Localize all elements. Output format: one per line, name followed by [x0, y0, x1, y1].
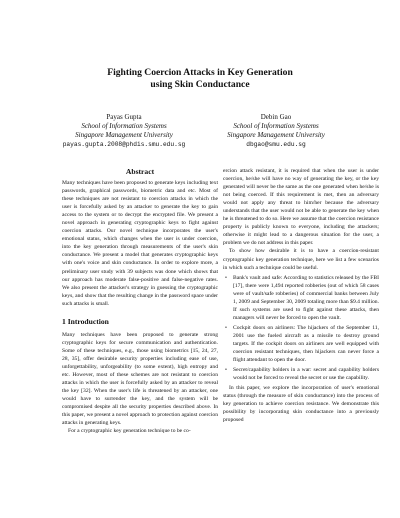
author-institution: Singapore Management University: [227, 131, 325, 139]
author-name: Debin Gao: [260, 113, 292, 121]
author-email: payas.gupta.2008@phdis.smu.edu.sg: [62, 141, 186, 148]
author-affiliation: School of Information Systems: [81, 122, 167, 130]
list-item: • Bank's vault and safe: According to statistics released by the FBI [17], there were 1,494 reported robberies (out of which 58 cases were of vault/safe robberies) of commercial banks between July 1, 2009 and September 30, 2009 totaling more than $9.4 million. If such systems are used to fight against these attacks, then managers will never be forced to open the vault.: [225, 274, 379, 321]
paper-title: [0, 67, 400, 91]
abstract-heading: Abstract: [125, 167, 155, 176]
author-name: Payas Gupta: [106, 113, 142, 121]
author-email: dbgao@smu.edu.sg: [246, 141, 306, 148]
left-column: [62, 167, 218, 435]
abstract-text: Many techniques have been proposed to generate keys including text passwords, graphical passwords, biometric data and etc. Most of these techniques are not resistant to coercion attacks in which the user is forcefully asked by an attacker to generate the key to gain access to the system or to decrypt the encrypted file. We present a novel approach in generating cryptographic keys to fight against coercion attacks. Our novel technique incorporates the user's emotional status, which changes when the user is under coercion, into the key generation through measurements of the user's skin conductance. We present a model that generates cryptographic keys with one's voice and skin conductance. In order to explore more, a preliminary user study with 39 subjects was done which shows that our approach has moderate false-positive and false-negative rates. We also present the attacker's strategy in guessing the cryptographic keys, and show that the resulting change in the password space under such attacks is small.: [62, 180, 218, 307]
list-item-text: Secret/capability holders in a war: secret and capability holders would not be forced to reveal the secret or use the capability.: [233, 367, 379, 382]
list-item: • Cockpit doors on airliners: The hijackers of the September 11, 2001 use the fueled aircraft as a missile to destroy ground targets. If the cockpit doors on airliners are well equipped with coercion resistant techniques, then hijackers can never force a flight attendant to open the door.: [225, 324, 379, 364]
body-paragraph: In this paper, we explore the incorporation of user's emotional status (through the measure of skin conductance) into the process of key generation to achieve coercion resistance. We demonstrate this possibility by incorporating skin conductance into a previously proposed: [223, 385, 379, 424]
title-line-1: Fighting Coercion Attacks in Key Generation: [107, 67, 293, 78]
list-item-text: Cockpit doors on airliners: The hijackers of the September 11, 2001 use the fueled aircraft as a missile to destroy ground targets. If the cockpit doors on airliners are well equipped with coercion resistant techniques, then hijackers can never force a flight attendant to open the door.: [233, 324, 379, 364]
author-block-2: [196, 113, 356, 149]
author-block-1: [44, 113, 204, 149]
list-item: • Secret/capability holders in a war: secret and capability holders would not be forced to reveal the secret or use the capability.: [225, 367, 379, 382]
author-affiliation: School of Information Systems: [233, 122, 319, 130]
title-line-2: using Skin Conductance: [150, 79, 250, 90]
intro-paragraph: For a cryptographic key generation technique to be co-: [68, 428, 191, 435]
list-item-text: Bank's vault and safe: According to statistics released by the FBI [17], there were 1,494 reported robberies (out of which 58 cases were of vault/safe robberies) of commercial banks between July 1, 2009 and September 30, 2009 totaling more than $9.4 million. If such systems are used to fight against these attacks, then managers will never be forced to open the vault.: [233, 274, 379, 321]
intro-paragraph: Many techniques have been proposed to generate strong cryptographic keys for secure communication and authentication. Some of these techniques, e.g., those using biometrics [15, 24, 27, 28, 35], offer desirable security properties including ease of use, unforgettability, unforgeability (to some extent), high entropy and etc. However, most of these schemes are not resistant to coercion attacks in which the user is forcefully asked by an attacker to reveal the key [32]. When the user's life is threatened by an attacker, one would have to surrender the key, and the system will be compromised despite all the security properties described above. In this paper, we present a novel approach to protection against coercion attacks in generating keys.: [62, 331, 218, 427]
right-column: [223, 167, 379, 424]
author-institution: Singapore Management University: [75, 131, 173, 139]
introduction-heading: 1 Introduction: [62, 316, 109, 326]
body-paragraph: ercion attack resistant, it is required that when the user is under coercion, he/she will have no way of generating the key, or the key generated will never be the same as the one generated when he/she is not being coerced. If this requirement is met, then an adversary would not apply any threat to him/her because the adversary understands that the user would not be able to generate the key when he is threatened to do so. Here we assume that the coercion resistance property is publicly known to everyone, including the attackers; otherwise it might lead to a dangerous situation for the user, a problem we do not address in this paper.: [223, 168, 379, 247]
body-paragraph: To show how desirable it is to have a coercion-resistant cryptographic key generation technique, here we list a few scenarios in which such a technique could be useful.: [223, 248, 379, 271]
scenario-list: [223, 274, 379, 383]
